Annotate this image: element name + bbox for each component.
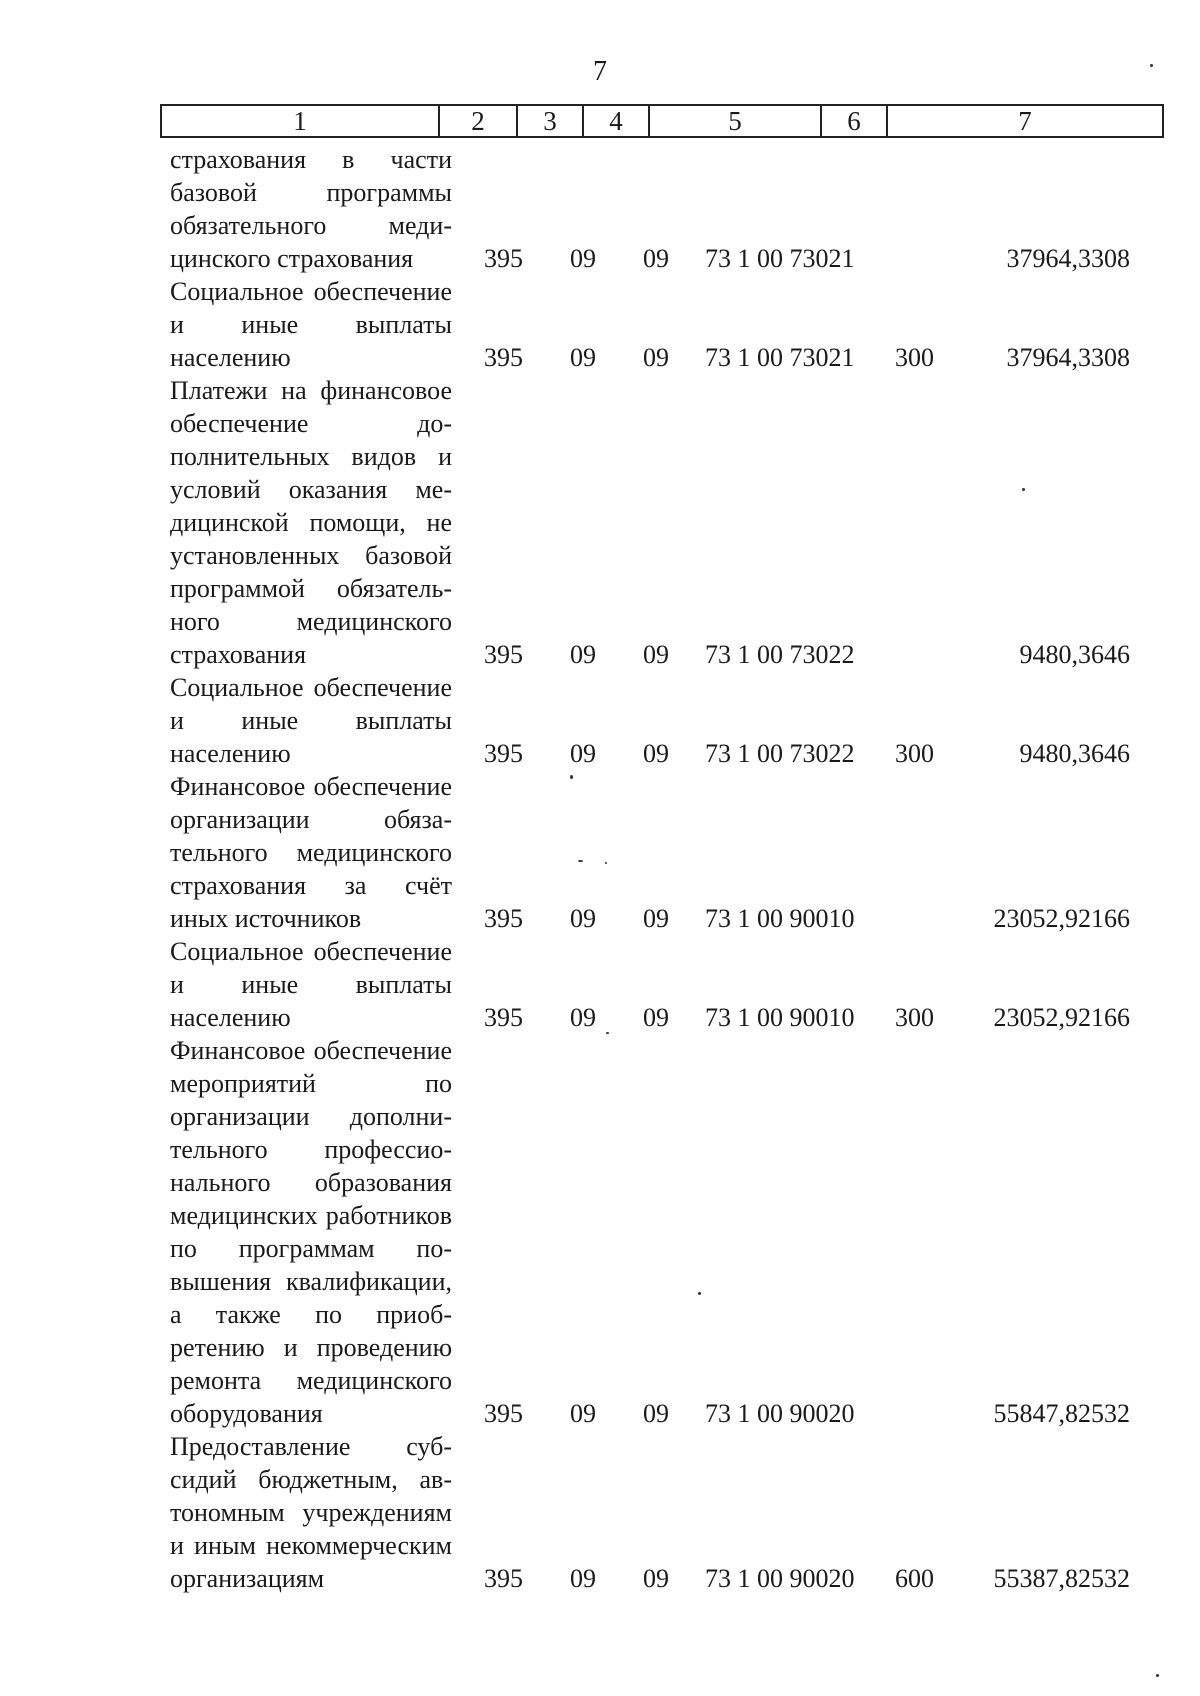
scan-speck (606, 1032, 609, 1034)
row-description: Социальное обеспечение и иные выплаты населению (170, 937, 452, 1032)
scan-speck (1156, 1674, 1159, 1677)
cell-col4: 09 (643, 343, 669, 372)
cell-col3: 09 (570, 739, 596, 768)
row-description: Социальное обеспечение и иные выплаты населению (170, 673, 452, 768)
cell-col5: 73 1 00 90010 (705, 904, 855, 933)
scan-speck (698, 1292, 701, 1295)
cell-col6: 300 (895, 1003, 934, 1032)
cell-col7: 55847,82532 (993, 1399, 1130, 1428)
cell-col5: 73 1 00 90010 (705, 1003, 855, 1032)
cell-col4: 09 (643, 1399, 669, 1428)
column-header-5: 5 (649, 105, 821, 137)
cell-col2: 395 (484, 1564, 523, 1593)
table-row (0, 374, 1200, 671)
cell-col2: 395 (484, 1399, 523, 1428)
row-description: Предоставление субсидий бюджетным, автономным учреждениям и иным некоммерческим организациям (170, 1432, 452, 1593)
page-number: 7 (593, 56, 607, 87)
cell-col3: 09 (570, 244, 596, 273)
table-row (0, 935, 1200, 1034)
cell-col4: 09 (643, 244, 669, 273)
column-header-3: 3 (517, 105, 583, 137)
cell-col3: 09 (570, 904, 596, 933)
row-description: Финансовое обеспечение организации обязательного медицинского страхования за счёт иных источников (170, 772, 452, 933)
cell-col2: 395 (484, 640, 523, 669)
table-row (0, 770, 1200, 935)
scan-speck (570, 775, 573, 779)
column-header-2: 2 (439, 105, 517, 137)
cell-col5: 73 1 00 90020 (705, 1564, 855, 1593)
cell-col3: 09 (570, 1564, 596, 1593)
cell-col7: 9480,3646 (1019, 739, 1130, 768)
cell-col4: 09 (643, 1003, 669, 1032)
budget-table-body (0, 143, 1200, 1595)
cell-col2: 395 (484, 904, 523, 933)
cell-col4: 09 (643, 1564, 669, 1593)
cell-col7: 37964,3308 (1006, 244, 1130, 273)
cell-col2: 395 (484, 244, 523, 273)
cell-col5: 73 1 00 73021 (705, 343, 855, 372)
column-header-1: 1 (161, 105, 439, 137)
table-row (0, 275, 1200, 374)
cell-col7: 23052,92166 (993, 904, 1130, 933)
cell-col7: 55387,82532 (993, 1564, 1130, 1593)
cell-col3: 09 (570, 343, 596, 372)
cell-col7: 9480,3646 (1019, 640, 1130, 669)
scan-speck (578, 860, 583, 862)
row-description: страхования в части базовой программы обязательного медицинского страхования (170, 145, 452, 273)
cell-col6: 300 (895, 739, 934, 768)
row-description: Социальное обеспечение и иные выплаты населению (170, 277, 452, 372)
cell-col4: 09 (643, 640, 669, 669)
table-row (0, 143, 1200, 275)
scan-speck (1022, 488, 1025, 491)
cell-col5: 73 1 00 73022 (705, 739, 855, 768)
cell-col7: 37964,3308 (1006, 343, 1130, 372)
cell-col3: 09 (570, 1003, 596, 1032)
cell-col5: 73 1 00 73022 (705, 640, 855, 669)
table-row (0, 1034, 1200, 1430)
scan-speck (1150, 64, 1153, 67)
cell-col5: 73 1 00 73021 (705, 244, 855, 273)
column-header-6: 6 (821, 105, 887, 137)
cell-col7: 23052,92166 (993, 1003, 1130, 1032)
column-header-4: 4 (583, 105, 649, 137)
cell-col2: 395 (484, 1003, 523, 1032)
cell-col3: 09 (570, 640, 596, 669)
row-description: Финансовое обеспечение мероприятий по организации дополнительного профессионального образования медицинских работников по программам повышения квалификации, а также по приобретению и проведению ремонта медицинского оборудования (170, 1036, 452, 1428)
cell-col6: 600 (895, 1564, 934, 1593)
table-row (0, 1430, 1200, 1595)
cell-col6: 300 (895, 343, 934, 372)
cell-col3: 09 (570, 1399, 596, 1428)
row-description: Платежи на финансовое обеспечение дополнительных видов и условий оказания медицинской помощи, не установленных базовой программой обязательного медицинского страхования (170, 376, 452, 669)
table-row (0, 671, 1200, 770)
cell-col5: 73 1 00 90020 (705, 1399, 855, 1428)
scan-speck (605, 862, 607, 864)
cell-col2: 395 (484, 343, 523, 372)
column-header-row (161, 105, 1163, 137)
column-header-table (160, 104, 1164, 138)
cell-col4: 09 (643, 739, 669, 768)
cell-col4: 09 (643, 904, 669, 933)
cell-col2: 395 (484, 739, 523, 768)
column-header-7: 7 (887, 105, 1163, 137)
